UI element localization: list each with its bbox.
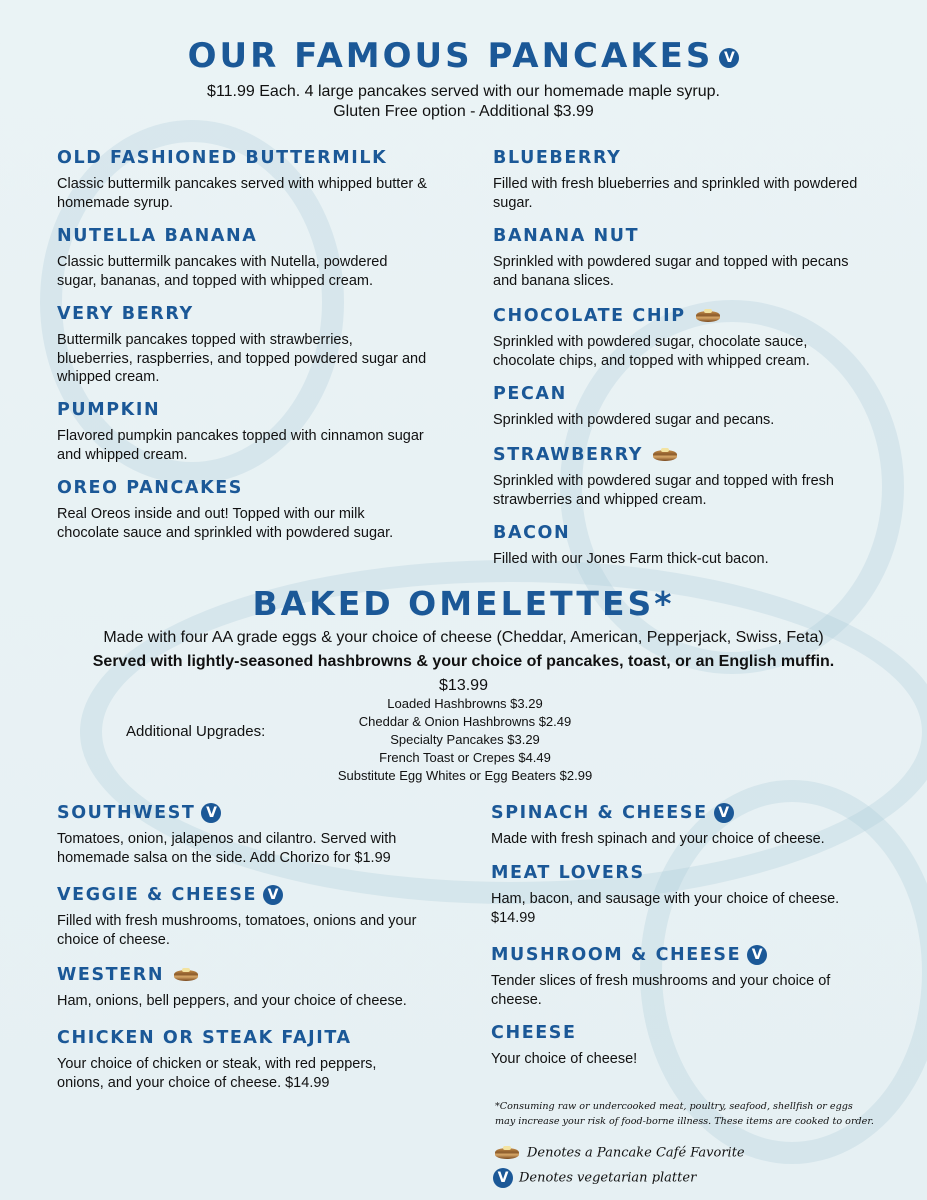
menu-item-description: Classic buttermilk pancakes served with whipped butter & homemade syrup. (57, 176, 427, 211)
menu-item-description: Made with fresh spinach and your choice of cheese. (491, 831, 825, 847)
menu-item-description: Your choice of cheese! (491, 1051, 638, 1067)
menu-item (493, 147, 863, 212)
menu-item-name (491, 862, 861, 884)
vegetarian-icon: V (493, 1168, 513, 1188)
omelettes-price: $13.99 (439, 677, 488, 694)
menu-item (57, 1027, 427, 1092)
pancake-favorite-icon (493, 1145, 521, 1161)
menu-item-name-text: CHOCOLATE CHIP (493, 306, 686, 326)
menu-item-name (57, 964, 427, 986)
menu-item (57, 964, 427, 1011)
menu-item-description: Sprinkled with powdered sugar, chocolate sauce, chocolate chips, and topped with whipped cream. (493, 334, 810, 369)
menu-item (57, 399, 427, 464)
menu-item-description: Tender slices of fresh mushrooms and your choice of cheese. (491, 973, 831, 1008)
pancake-favorite-icon (651, 447, 679, 463)
vegetarian-icon: V (714, 803, 734, 823)
menu-item-description: Sprinkled with powdered sugar and pecans. (493, 412, 775, 428)
menu-item (491, 862, 861, 927)
legend-vegetarian (493, 1168, 696, 1188)
pancake-favorite-icon (172, 967, 200, 983)
menu-item (57, 802, 427, 867)
menu-item-name (57, 303, 427, 325)
menu-item-name (493, 305, 863, 327)
menu-item-name-text: MEAT LOVERS (491, 863, 645, 883)
menu-item-name-text: BLUEBERRY (493, 148, 622, 168)
menu-item-name (493, 225, 863, 247)
menu-item-name (57, 802, 427, 824)
vegetarian-icon: V (263, 885, 283, 905)
menu-item (493, 522, 863, 569)
legend-favorite (493, 1145, 745, 1161)
menu-item-description: Sprinkled with powdered sugar and topped with pecans and banana slices. (493, 254, 849, 289)
upgrade-item: Cheddar & Onion Hashbrowns $2.49 (358, 714, 572, 729)
menu-item (57, 303, 427, 387)
menu-item-name-text: NUTELLA BANANA (57, 226, 258, 246)
footnote-line: may increase your risk of food-borne illness. These items are cooked to order. (495, 1116, 874, 1127)
pancakes-title (0, 36, 927, 76)
pancake-favorite-icon (694, 308, 722, 324)
menu-item-name-text: BANANA NUT (493, 226, 640, 246)
menu-item-name-text: CHEESE (491, 1023, 577, 1043)
upgrade-item: French Toast or Crepes $4.49 (379, 750, 551, 765)
menu-item-name (491, 944, 861, 966)
menu-item-name (57, 1027, 427, 1049)
menu-item (57, 884, 427, 949)
menu-item-description: Filled with fresh blueberries and sprinkled with powdered sugar. (493, 176, 858, 211)
pancakes-subtitle: $11.99 Each. 4 large pancakes served with our homemade maple syrup. (207, 83, 720, 100)
upgrade-item: Loaded Hashbrowns $3.29 (387, 696, 543, 711)
menu-item-name (57, 399, 427, 421)
menu-item-description: Sprinkled with powdered sugar and topped with fresh strawberries and whipped cream. (493, 473, 834, 508)
menu-item-description: Your choice of chicken or steak, with red peppers, onions, and your choice of cheese. $14.99 (57, 1056, 377, 1091)
menu-item-name (57, 147, 427, 169)
menu-item-description: Tomatoes, onion, jalapenos and cilantro. Served with homemade salsa on the side. Add Chorizo for $1.99 (57, 831, 397, 866)
menu-item-name-text: OLD FASHIONED BUTTERMILK (57, 148, 388, 168)
menu-item-description: Flavored pumpkin pancakes topped with cinnamon sugar and whipped cream. (57, 428, 424, 463)
menu-item-name-text: CHICKEN OR STEAK FAJITA (57, 1028, 352, 1048)
omelettes-sides: Served with lightly-seasoned hashbrowns & your choice of pancakes, toast, or an English muffin. (92, 653, 835, 670)
food-safety-footnote (495, 1099, 895, 1129)
vegetarian-icon: V (747, 945, 767, 965)
menu-item-name (57, 477, 427, 499)
menu-item-name-text: MUSHROOM & CHEESE (491, 945, 742, 965)
menu-item-name (491, 802, 861, 824)
menu-item-description: Real Oreos inside and out! Topped with our milk chocolate sauce and sprinkled with powdered sugar. (57, 506, 394, 541)
menu-item (57, 225, 427, 290)
pancakes-title-text: OUR FAMOUS PANCAKES (187, 36, 714, 76)
upgrade-item: Specialty Pancakes $3.29 (390, 732, 540, 747)
menu-item (57, 477, 427, 542)
vegetarian-icon: V (719, 48, 739, 68)
menu-item (493, 225, 863, 290)
menu-item-description: Ham, onions, bell peppers, and your choice of cheese. (57, 993, 407, 1009)
menu-item-name (493, 522, 863, 544)
menu-item (57, 147, 427, 212)
menu-item-name (491, 1022, 861, 1044)
menu-item (491, 802, 861, 849)
menu-item-name-text: STRAWBERRY (493, 445, 644, 465)
menu-item-description: Filled with fresh mushrooms, tomatoes, onions and your choice of cheese. (57, 913, 417, 948)
menu-item-name-text: WESTERN (57, 965, 165, 985)
menu-item-name-text: BACON (493, 523, 571, 543)
menu-item-description: Classic buttermilk pancakes with Nutella, powdered sugar, bananas, and topped with whipped cream. (57, 254, 388, 289)
menu-item (491, 944, 861, 1009)
menu-item (493, 444, 863, 509)
upgrades-list (300, 695, 630, 785)
vegetarian-icon: V (201, 803, 221, 823)
upgrades-label: Additional Upgrades: (126, 723, 266, 740)
menu-item-name-text: OREO PANCAKES (57, 478, 243, 498)
gluten-free-note: Gluten Free option - Additional $3.99 (333, 103, 594, 120)
omelettes-subtitle: Made with four AA grade eggs & your choice of cheese (Cheddar, American, Pepperjack, Swiss, Feta) (103, 629, 824, 646)
upgrade-item: Substitute Egg Whites or Egg Beaters $2.99 (337, 768, 593, 783)
menu-item-name (493, 147, 863, 169)
menu-item-name-text: PUMPKIN (57, 400, 161, 420)
menu-item-description: Ham, bacon, and sausage with your choice of cheese. $14.99 (491, 891, 840, 926)
menu-item-name-text: VERY BERRY (57, 304, 194, 324)
menu-item-name-text: SOUTHWEST (57, 803, 196, 823)
legend-vegetarian-text: Denotes vegetarian platter (519, 1170, 697, 1186)
menu-item (491, 1022, 861, 1069)
menu-item-name (57, 225, 427, 247)
legend-favorite-text: Denotes a Pancake Café Favorite (527, 1145, 745, 1161)
menu-item (493, 305, 863, 370)
menu-item-name-text: PECAN (493, 384, 567, 404)
menu-item-description: Filled with our Jones Farm thick-cut bacon. (493, 551, 769, 567)
menu-item-name (493, 444, 863, 466)
menu-item-name-text: VEGGIE & CHEESE (57, 885, 258, 905)
omelettes-title: BAKED OMELETTES* (252, 584, 675, 623)
menu-item-name (57, 884, 427, 906)
menu-item-name-text: SPINACH & CHEESE (491, 803, 708, 823)
menu-item-name (493, 383, 863, 405)
menu-item-description: Buttermilk pancakes topped with strawberries, blueberries, raspberries, and topped powdered sugar and whipped cream. (57, 332, 427, 385)
menu-item (493, 383, 863, 430)
footnote-line: *Consuming raw or undercooked meat, poultry, seafood, shellfish or eggs (495, 1101, 853, 1112)
